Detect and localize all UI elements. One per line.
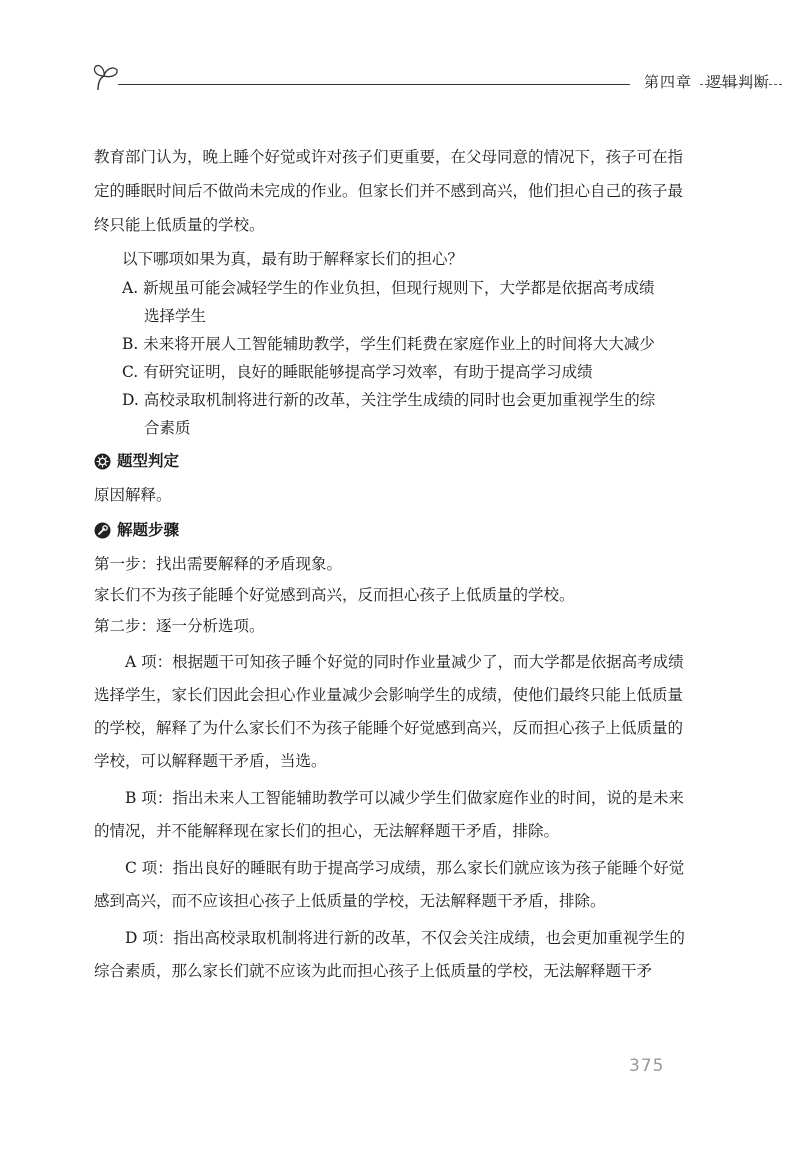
wrench-badge-icon [94, 522, 111, 539]
type-answer: 原因解释。 [94, 486, 172, 504]
option-d [122, 386, 698, 442]
option-text: C. 有研究证明，良好的睡眠能够提高学习效率，有助于提高学习成绩 [122, 363, 593, 381]
option-b [122, 330, 698, 358]
chapter-heading [644, 71, 770, 92]
option-text-cont: 选择学生 [144, 307, 207, 325]
option-text: D. 高校录取机制将进行新的改革，关注学生成绩的同时也会更加重视学生的综 [122, 391, 656, 409]
question-prompt: 以下哪项如果为真，最有助于解释家长们的担心？ [122, 250, 464, 268]
section-steps-heading [94, 515, 698, 545]
header-rule-right [700, 84, 782, 85]
chapter-number: 第四章 [644, 73, 693, 91]
header-rule [118, 84, 630, 85]
option-text: A. 新规虽可能会减轻学生的作业负担，但现行规则下，大学都是依据高考成绩 [122, 279, 655, 297]
page-content [94, 140, 698, 988]
sprout-icon [90, 60, 124, 94]
page-header [88, 60, 788, 100]
section-title: 解题步骤 [117, 520, 180, 539]
option-c [122, 358, 698, 386]
chapter-title: 逻辑判断 [706, 73, 771, 91]
step-two: 第二步：逐一分析选项。 [94, 617, 265, 635]
analysis-b: B 项：指出未来人工智能辅助教学可以减少学生们做家庭作业的时间，说的是未来的情况，并不能解释现在家长们的担心，无法解释题干矛盾，排除。 [94, 789, 684, 840]
step-one: 第一步：找出需要解释的矛盾现象。 [94, 555, 343, 573]
option-text-cont: 合素质 [144, 419, 191, 437]
section-type-heading [94, 446, 698, 476]
analysis-d: D 项：指出高校录取机制将进行新的改革，不仅会关注成绩，也会更加重视学生的综合素质，那么家长们就不应该为此而担心孩子上低质量的学校，无法解释题干矛 [94, 929, 685, 980]
question-stem: 教育部门认为，晚上睡个好觉或许对孩子们更重要，在父母同意的情况下，孩子可在指定的睡眠时间后不做尚未完成的作业。但家长们并不感到高兴，他们担心自己的孩子最终只能上低质量的学校。 [94, 148, 684, 234]
gear-badge-icon [94, 453, 111, 470]
analysis-a: A 项：根据题干可知孩子睡个好觉的同时作业量减少了，而大学都是依据高考成绩选择学生，家长们因此会担心作业量减少会影响学生的成绩，使他们最终只能上低质量的学校，解释了为什么家长们不为孩子能睡个好觉感到高兴，反而担心孩子上低质量的学校，可以解释题干矛盾，当选。 [94, 653, 684, 770]
analysis-c: C 项：指出良好的睡眠有助于提高学习成绩，那么家长们就应该为孩子能睡个好觉感到高兴，而不应该担心孩子上低质量的学校，无法解释题干矛盾，排除。 [94, 859, 685, 910]
option-text: B. 未来将开展人工智能辅助教学，学生们耗费在家庭作业上的时间将大大减少 [122, 335, 655, 353]
step-one-body: 家长们不为孩子能睡个好觉感到高兴，反而担心孩子上低质量的学校。 [94, 586, 575, 604]
option-a [122, 274, 698, 330]
section-title: 题型判定 [117, 451, 180, 470]
page-number: 375 [629, 1056, 665, 1076]
